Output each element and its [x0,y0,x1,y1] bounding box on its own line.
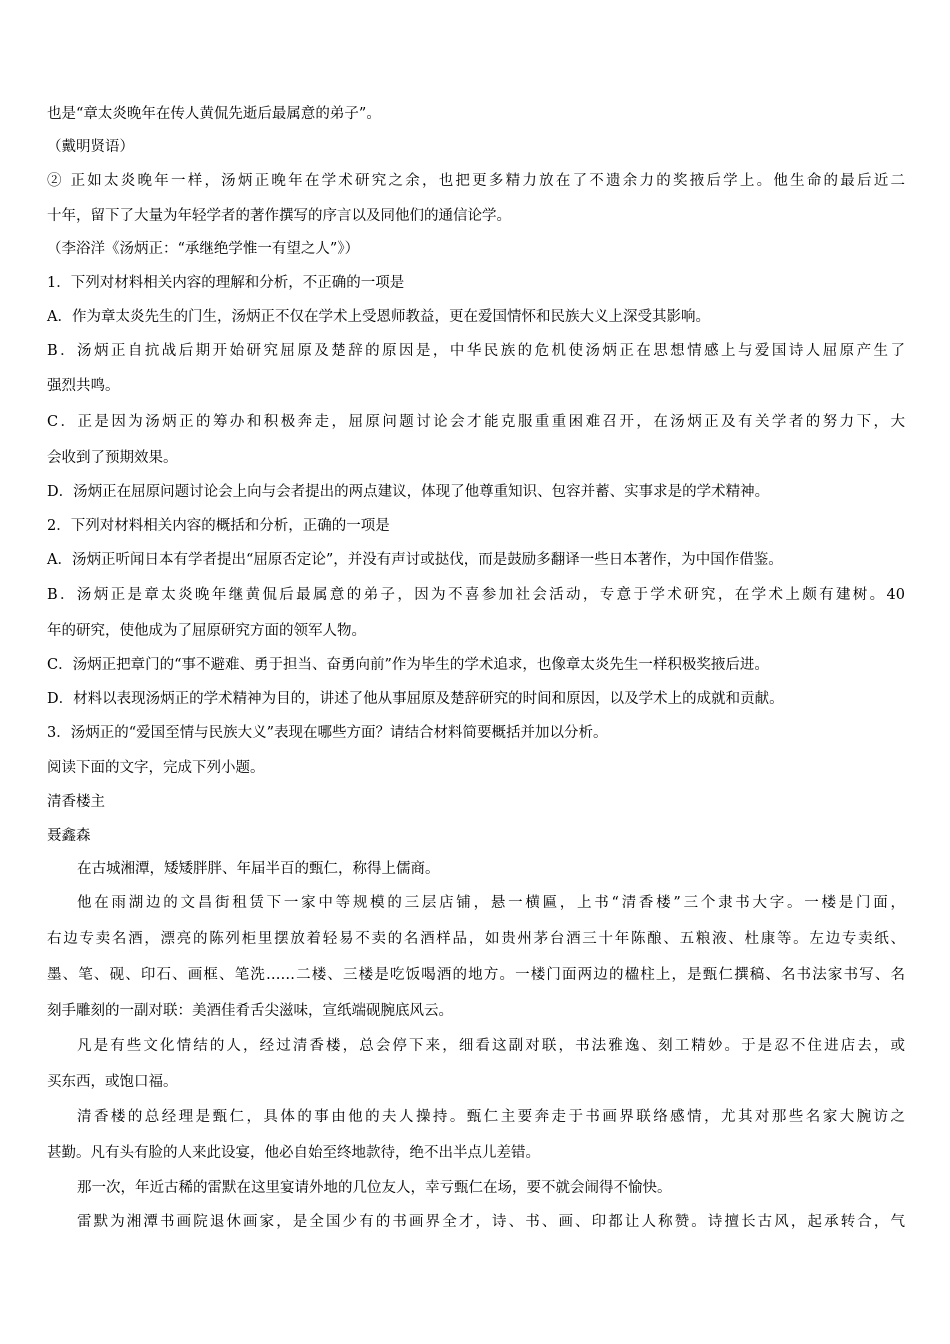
paragraph-line: 墨、笔、砚、印石、画框、笔洗……二楼、三楼是吃饭喝酒的地方。一楼门面两边的楹柱上，是甄仁撰稿、名书法家书写、名 [47,967,905,983]
paragraph-line: 右边专卖名酒，漂亮的陈列柜里摆放着轻易不卖的名酒样品，如贵州茅台酒三十年陈酿、五粮液、杜康等。左边专卖纸、 [47,931,905,947]
answer-option: B．汤炳正自抗战后期开始研究屈原及楚辞的原因是，中华民族的危机使汤炳正在思想情感上与爱国诗人屈原产生了 [47,343,905,359]
answer-option: C．汤炳正把章门的“事不避难、勇于担当、奋勇向前”作为毕生的学术追求，也像章太炎先生一样积极奖掖后进。 [47,657,769,673]
paragraph-line: 雷默为湘潭书画院退休画家，是全国少有的书画界全才，诗、书、画、印都让人称赞。诗擅长古风，起承转合，气 [77,1214,905,1230]
question-stem: 3．汤炳正的“爱国至情与民族大义”表现在哪些方面？请结合材料简要概括并加以分析。 [47,725,608,741]
paragraph-line: 刻手雕刻的一副对联：美酒佳肴舌尖滋味，宣纸端砚腕底风云。 [47,1003,453,1019]
question-stem: 2．下列对材料相关内容的概括和分析，正确的一项是 [47,518,390,534]
text-line: 强烈共鸣。 [47,378,120,394]
paragraph-line: 甚勤。凡有头有脸的人来此设宴，他必自始至终地款待，绝不出半点儿差错。 [47,1145,540,1161]
paragraph-line: 凡是有些文化情结的人，经过清香楼，总会停下来，细看这副对联，书法雅逸、刻工精妙。于是忍不住进店去，或 [77,1038,905,1054]
paragraph-line: 买东西，或饱口福。 [47,1074,178,1090]
text-line: ② 正如太炎晚年一样，汤炳正晚年在学术研究之余，也把更多精力放在了不遗余力的奖掖后学上。他生命的最后近二 [47,173,905,189]
paragraph-line: 在古城湘潭，矮矮胖胖、年届半百的甄仁，称得上儒商。 [77,861,440,877]
answer-option: A．作为章太炎先生的门生，汤炳正不仅在学术上受恩师教益，更在爱国情怀和民族大义上深受其影响。 [47,309,710,325]
text-line: 十年，留下了大量为年轻学者的著作撰写的序言以及同他们的通信论学。 [47,208,511,224]
text-line: 也是“章太炎晚年在传人黄侃先逝后最属意的弟子”。 [47,106,381,122]
text-line: 年的研究，使他成为了屈原研究方面的领军人物。 [47,623,366,639]
answer-option: A．汤炳正听闻日本有学者提出“屈原否定论”，并没有声讨或挞伐，而是鼓励多翻译一些日本著作，为中国作借鉴。 [47,552,783,568]
paragraph-line: 那一次，年近古稀的雷默在这里宴请外地的几位友人，幸亏甄仁在场，要不就会闹得不愉快。 [77,1180,672,1196]
answer-option: D．汤炳正在屈原问题讨论会上向与会者提出的两点建议，体现了他尊重知识、包容并蓄、实事求是的学术精神。 [47,484,770,500]
answer-option: C．正是因为汤炳正的筹办和积极奔走，屈原问题讨论会才能克服重重困难召开，在汤炳正及有关学者的努力下，大 [47,414,905,430]
question-stem: 1．下列对材料相关内容的理解和分析，不正确的一项是 [47,275,405,291]
text-line: 会收到了预期效果。 [47,450,178,466]
text-line: （戴明贤语） [47,139,134,155]
paragraph-line: 他在雨湖边的文昌街租赁下一家中等规模的三层店铺，悬一横匾，上书“清香楼”三个隶书大字。一楼是门面， [77,895,905,911]
paragraph-line: 清香楼的总经理是甄仁，具体的事由他的夫人操持。甄仁主要奔走于书画界联络感情，尤其对那些名家大腕访之 [77,1109,905,1125]
answer-option: B．汤炳正是章太炎晚年继黄侃后最属意的弟子，因为不喜参加社会活动，专意于学术研究，在学术上颇有建树。40 [47,587,905,603]
article-author: 聂鑫森 [47,828,91,844]
instruction-line: 阅读下面的文字，完成下列小题。 [47,760,265,776]
answer-option: D．材料以表现汤炳正的学术精神为目的，讲述了他从事屈原及楚辞研究的时间和原因，以及学术上的成就和贡献。 [47,691,784,707]
text-line: （李浴洋《汤炳正：“承继绝学惟一有望之人”》） [47,241,360,257]
article-title: 清香楼主 [47,794,105,810]
